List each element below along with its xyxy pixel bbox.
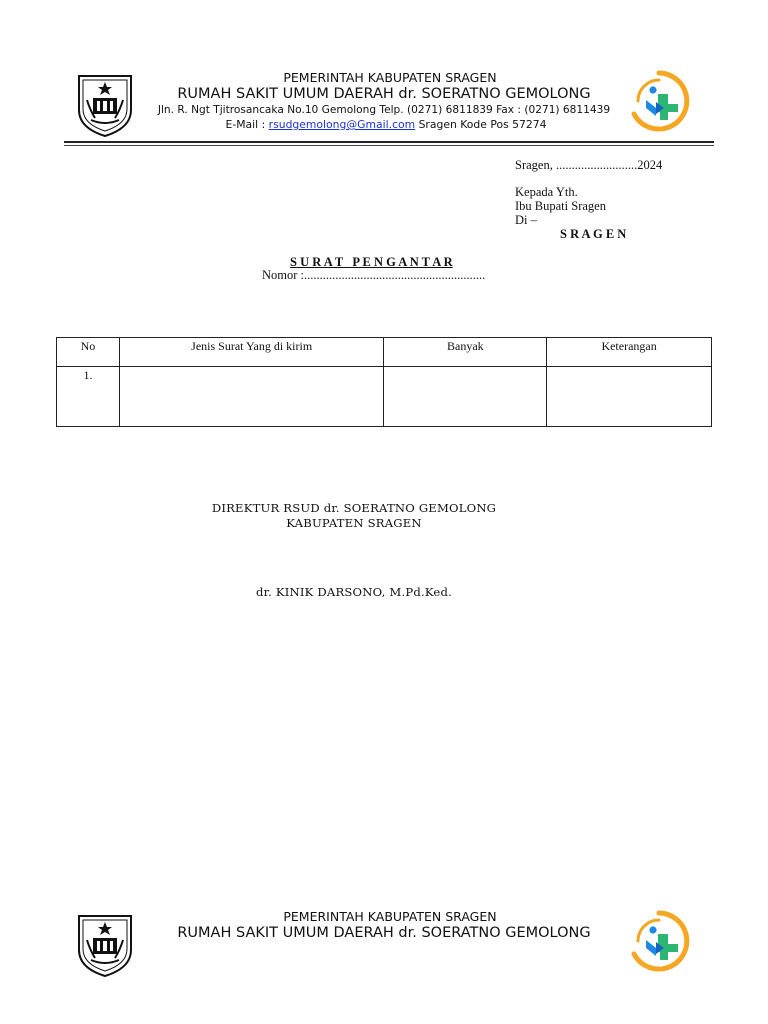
cell-quantity [384, 367, 547, 427]
footer-government-name: PEMERINTAH KABUPATEN SRAGEN [283, 909, 497, 924]
recipient-at: Di – [515, 213, 537, 227]
signatory-name: dr. KINIK DARSONO, M.Pd.Ked. [256, 585, 452, 599]
cell-no: 1. [57, 367, 120, 427]
cell-letter-type [119, 367, 384, 427]
column-header-remarks: Keterangan [547, 338, 712, 367]
hospital-logo-footer [626, 908, 692, 974]
hospital-logo [626, 68, 692, 134]
footer-hospital-name: RUMAH SAKIT UMUM DAERAH dr. SOERATNO GEMOLONG [177, 925, 591, 941]
hospital-name: RUMAH SAKIT UMUM DAERAH dr. SOERATNO GEMOLONG [177, 86, 591, 102]
government-name: PEMERINTAH KABUPATEN SRAGEN [283, 70, 497, 85]
recipient-name: Ibu Bupati Sragen [515, 199, 606, 213]
recipient-city: S R A G E N [560, 227, 627, 241]
postal-info: Sragen Kode Pos 57274 [418, 118, 547, 131]
signatory-institution: KABUPATEN SRAGEN [286, 516, 422, 530]
table-header-row [57, 338, 712, 367]
cell-remarks [547, 367, 712, 427]
hospital-address: Jln. R. Ngt Tjitrosancaka No.10 Gemolong Telp. (0271) 6811839 Fax : (0271) 6811439 [157, 104, 611, 116]
recipient-greeting: Kepada Yth. [515, 185, 578, 199]
table-row [57, 367, 712, 427]
letterhead-divider-thick [64, 141, 714, 143]
email-link[interactable]: rsudgemolong@Gmail.com [268, 118, 416, 131]
hospital-email-line [176, 118, 596, 131]
letter-number: Nomor :.......................................................... [262, 268, 486, 282]
email-label: E-Mail : [225, 118, 266, 131]
column-header-letter-type: Jenis Surat Yang di kirim [119, 338, 384, 367]
items-table [56, 337, 712, 427]
letterhead-divider-thin [64, 145, 714, 146]
column-header-quantity: Banyak [384, 338, 547, 367]
place-date: Sragen, ..........................2024 [515, 158, 663, 172]
letter-title: S U R A T P E N G A N T A R [290, 255, 453, 269]
recipient-block [515, 185, 606, 227]
regency-emblem-footer [75, 910, 135, 978]
signatory-title: DIREKTUR RSUD dr. SOERATNO GEMOLONG [211, 501, 497, 515]
column-header-no: No [57, 338, 120, 367]
